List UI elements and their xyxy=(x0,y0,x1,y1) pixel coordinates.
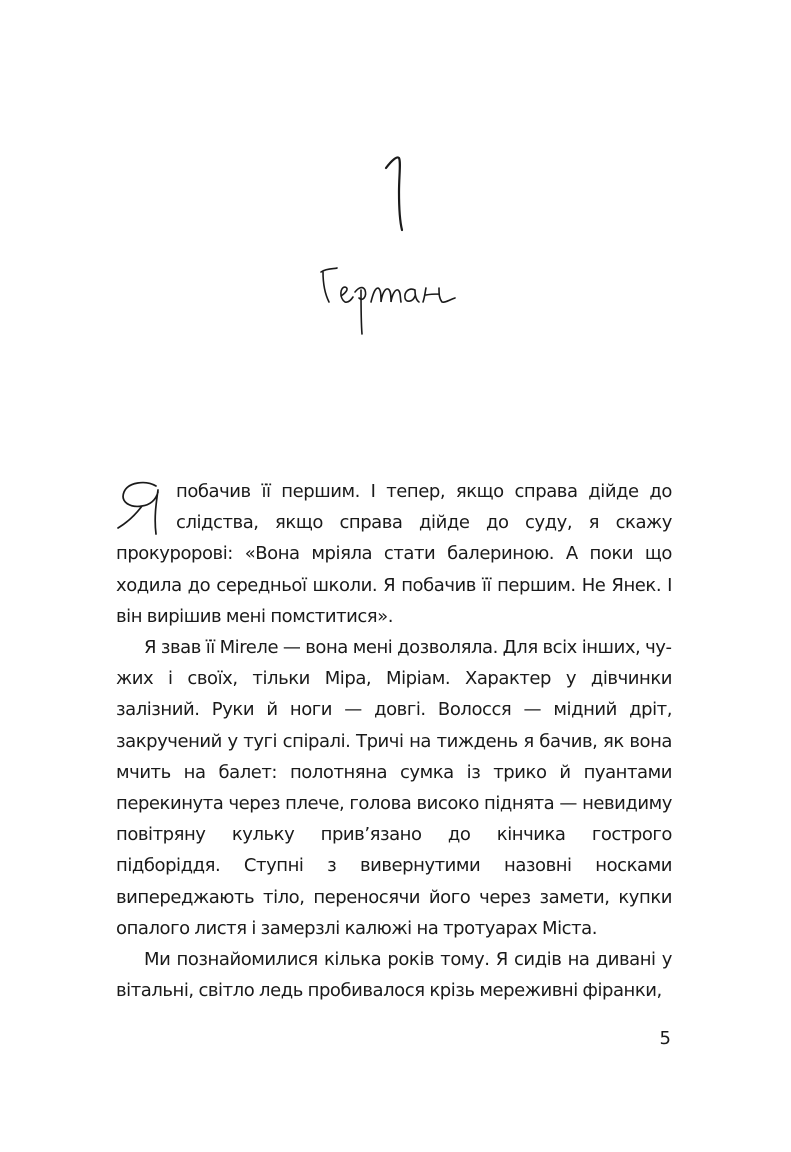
paragraph-1-text: побачив її першим. І тепер, якщо справа дійде до слідства, якщо справа дійде до суду, я скажу прокуророві: «Вона мріяла стати балериною. А поки що ходила до середньої школи. Я побачив її першим. Не Янек. І він вирішив мені помститися». xyxy=(116,481,672,627)
paragraph-3: Ми познайомилися кілька років тому. Я сидів на дивані у вітальні, світло ледь пробивалося крізь мереживні фіранки, xyxy=(116,949,672,1002)
drop-cap-handwritten xyxy=(116,478,168,538)
chapter-title xyxy=(315,262,475,342)
chapter-title-handwritten xyxy=(315,262,475,342)
drop-cap-letter xyxy=(116,538,117,539)
chapter-number-handwritten xyxy=(360,150,430,240)
paragraph-1 xyxy=(116,476,672,632)
chapter-number xyxy=(360,150,430,240)
page-number: 5 xyxy=(659,1028,671,1049)
chapter-body xyxy=(116,476,672,1006)
paragraph-2: Я звав її Мireле — вона мені дозволяла. Для всіх інших, чужих і своїх, тільки Міра, Міріам. Характер у дівчинки залізний. Руки й ноги — довгі. Волосся — мідний дріт, закручений у тугі спіралі. Тричі на тиждень я бачив, як вона мчить на балет: полотняна сумка із трико й пуантами перекинута через плече, голова високо піднята — невидиму повітряну кульку прив’язано до кінчика гострого підборіддя. Ступні з вивернутими назовні носками випереджають тіло, переносячи його через замети, купки опалого листя і замерзлі калюжі на тротуарах Міста. xyxy=(116,637,672,939)
drop-cap xyxy=(116,478,168,538)
